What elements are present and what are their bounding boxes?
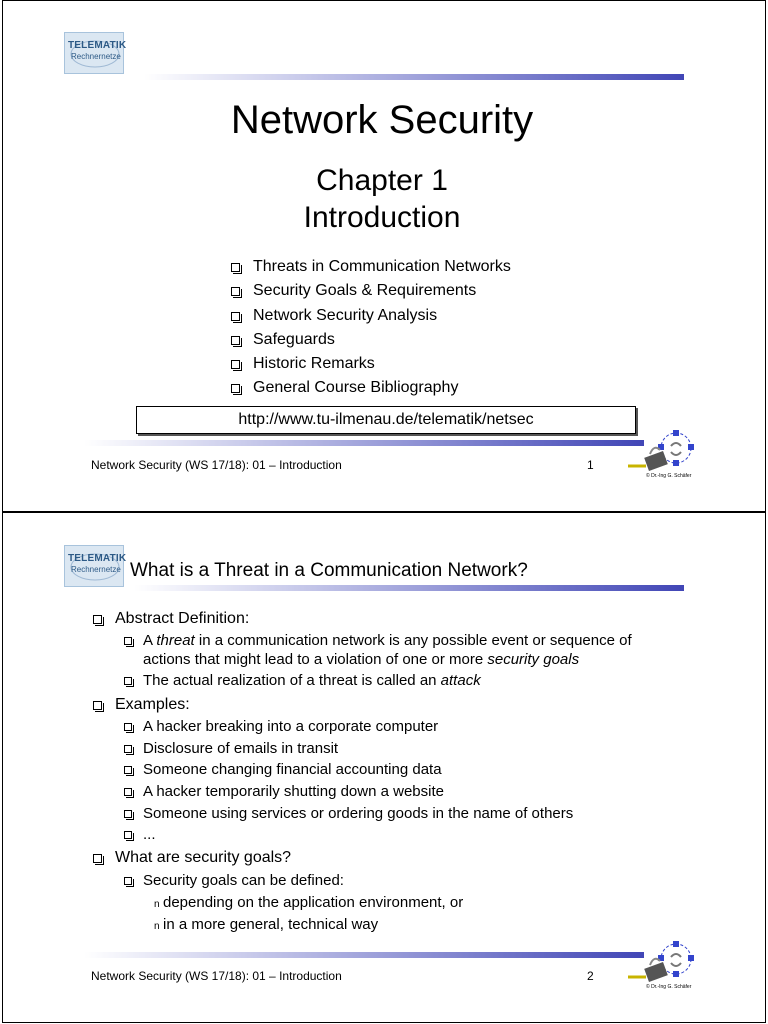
topic-item: General Course Bibliography	[253, 379, 459, 396]
sub-bullet-box-icon	[124, 810, 132, 818]
example-item: A hacker breaking into a corporate computer	[143, 718, 439, 735]
examples-label: Examples:	[115, 696, 190, 713]
sub-bullet-box-icon	[124, 637, 132, 645]
network-lock-icon	[624, 937, 704, 993]
topic-item: Historic Remarks	[253, 355, 375, 372]
def-threat-term: threat	[156, 632, 195, 649]
n-bullet-icon: n	[154, 921, 160, 932]
definition-line-1	[143, 632, 632, 649]
def-text: actions that might lead to a violation of one or more	[143, 651, 488, 668]
page-number: 1	[587, 458, 594, 472]
sub-bullet-box-icon	[124, 766, 132, 774]
bullet-box-icon	[93, 701, 102, 710]
logo-text-1: TELEMATIK	[68, 553, 127, 564]
copyright-text: © Dr.-Ing G. Schäfer	[646, 473, 692, 479]
bullet-box-icon	[231, 263, 240, 272]
bullet-box-icon	[231, 287, 240, 296]
telematik-logo	[64, 545, 127, 587]
logo-text-1: TELEMATIK	[68, 40, 127, 51]
attack-term: attack	[440, 672, 481, 689]
bullet-box-icon	[231, 312, 240, 321]
topic-item: Network Security Analysis	[253, 307, 438, 324]
sub-bullet-box-icon	[124, 677, 132, 685]
goals-detail-item: depending on the application environment, or	[163, 894, 464, 911]
network-lock-icon	[624, 426, 704, 482]
footer-text: Network Security (WS 17/18): 01 – Introduction	[91, 458, 342, 472]
example-item: Disclosure of emails in transit	[143, 740, 339, 757]
example-item: Someone using services or ordering goods in the name of others	[143, 805, 574, 822]
goals-detail-item: in a more general, technical way	[163, 916, 379, 933]
topic-item: Safeguards	[253, 331, 335, 348]
def-goals-term: security goals	[487, 651, 580, 668]
definition-line-2	[143, 651, 579, 668]
header-gradient-bar	[144, 74, 684, 80]
topic-item: Threats in Communication Networks	[253, 258, 511, 275]
sub-bullet-box-icon	[124, 788, 132, 796]
abstract-definition-label: Abstract Definition:	[115, 610, 250, 627]
def-text: in a communication network is any possible event or sequence of	[194, 632, 632, 649]
bullet-box-icon	[231, 336, 240, 345]
sub-bullet-box-icon	[124, 745, 132, 753]
security-goals-question: What are security goals?	[115, 849, 292, 866]
topic-item: Security Goals & Requirements	[253, 282, 477, 299]
copyright-text: © Dr.-Ing G. Schäfer	[646, 984, 692, 990]
goals-sub-item: Security goals can be defined:	[143, 872, 344, 889]
sub-bullet-box-icon	[124, 831, 132, 839]
example-item: Someone changing financial accounting data	[143, 761, 442, 778]
telematik-logo	[64, 32, 127, 74]
footer-gradient-bar	[84, 952, 644, 958]
bullet-box-icon	[231, 384, 240, 393]
page-number: 2	[587, 969, 594, 983]
bullet-box-icon	[231, 360, 240, 369]
slide-title: What is a Threat in a Communication Network?	[130, 560, 528, 581]
bullet-box-icon	[93, 615, 102, 624]
realization-line	[143, 672, 481, 689]
realization-text: The actual realization of a threat is called an	[143, 672, 441, 689]
header-gradient-bar	[134, 585, 684, 591]
example-item: ...	[143, 826, 156, 843]
bullet-box-icon	[93, 854, 102, 863]
sub-bullet-box-icon	[124, 877, 132, 885]
logo-text-2: Rechnernetze	[71, 52, 121, 61]
footer-gradient-bar	[84, 440, 644, 446]
def-text: A	[143, 632, 157, 649]
chapter-label: Chapter 1	[316, 164, 448, 197]
sub-bullet-box-icon	[124, 723, 132, 731]
chapter-subtitle: Introduction	[303, 201, 461, 234]
course-url-box[interactable]: http://www.tu-ilmenau.de/telematik/netsec	[136, 406, 636, 434]
footer-text: Network Security (WS 17/18): 01 – Introduction	[91, 969, 342, 983]
n-bullet-icon: n	[154, 899, 160, 910]
example-item: A hacker temporarily shutting down a website	[143, 783, 444, 800]
logo-text-2: Rechnernetze	[71, 565, 121, 574]
slide-title: Network Security	[230, 98, 534, 142]
